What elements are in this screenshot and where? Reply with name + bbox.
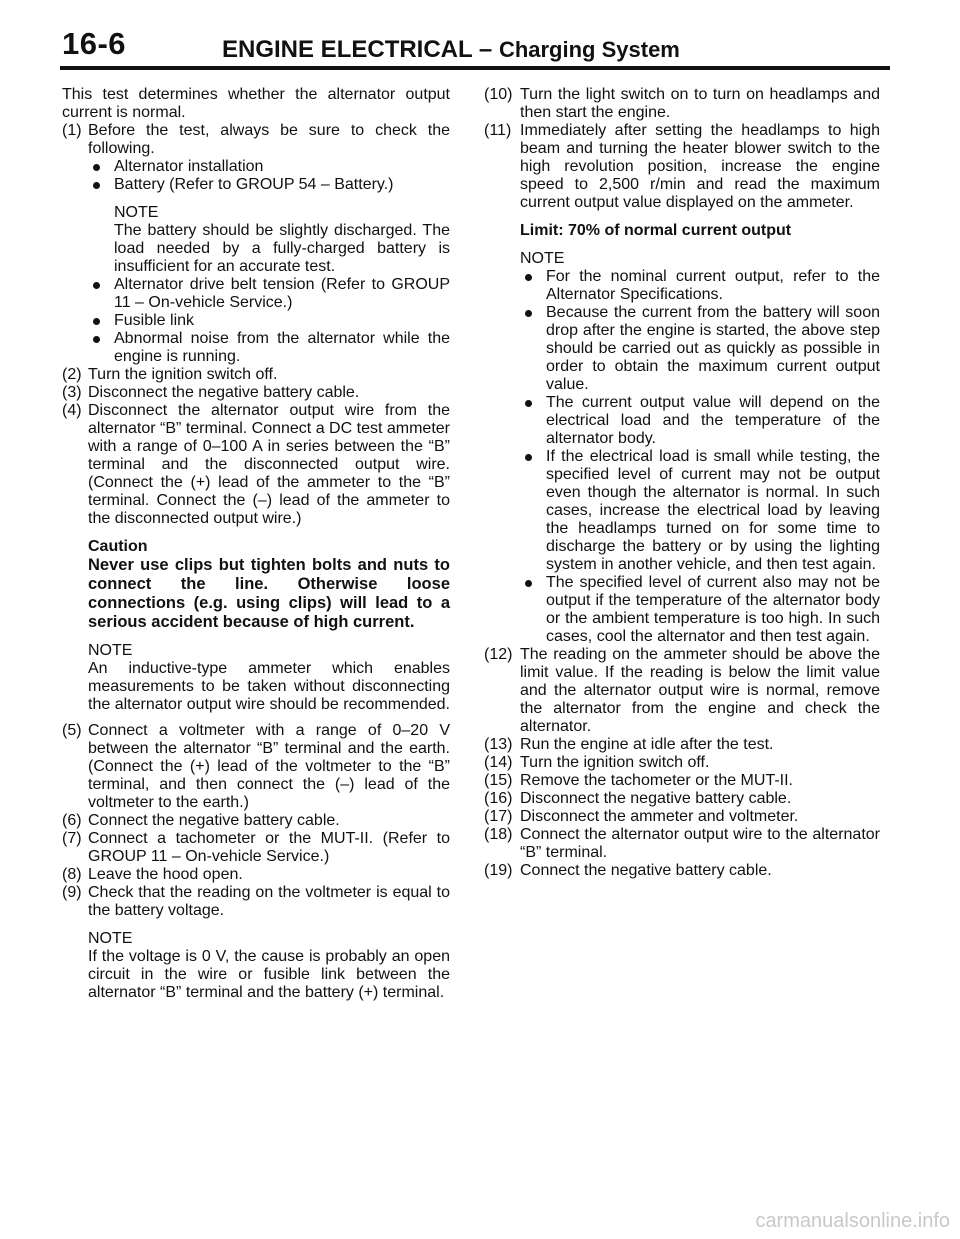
step-text: Disconnect the negative battery cable. bbox=[88, 384, 360, 401]
caution-block bbox=[62, 538, 450, 714]
step-18 bbox=[484, 826, 880, 862]
step-13 bbox=[484, 736, 880, 754]
note-block bbox=[88, 204, 450, 276]
step-7 bbox=[62, 830, 450, 866]
step-10 bbox=[484, 86, 880, 122]
step-1 bbox=[62, 122, 450, 158]
step-11 bbox=[484, 122, 880, 212]
list-item: Because the current from the battery will soon drop after the engine is started, the above step should be carried out as quickly as possible in order to obtain the maximum current output value. bbox=[520, 304, 880, 394]
step-text: Run the engine at idle after the test. bbox=[520, 736, 774, 753]
step-9 bbox=[62, 884, 450, 920]
step-text: Connect a tachometer or the MUT-II. (Refer to GROUP 11 – On-vehicle Service.) bbox=[88, 830, 450, 865]
step-12 bbox=[484, 646, 880, 736]
step-number: (13) bbox=[484, 736, 513, 753]
list-item: Battery (Refer to GROUP 54 – Battery.) bbox=[88, 176, 450, 194]
step-17 bbox=[484, 808, 880, 826]
list-item: Alternator installation bbox=[88, 158, 450, 176]
header-rule bbox=[60, 66, 890, 70]
chapter-title: ENGINE ELECTRICAL bbox=[222, 36, 473, 63]
step-text: Leave the hood open. bbox=[88, 866, 243, 883]
left-column bbox=[62, 86, 450, 1002]
step-text: Immediately after setting the headlamps to high beam and turning the heater blower switch to the high revolution position, increase the engine speed to 2,500 r/min and read the maximum current output value displayed on the ammeter. bbox=[520, 122, 880, 211]
step-number: (7) bbox=[62, 830, 82, 847]
step-text: Remove the tachometer or the MUT-II. bbox=[520, 772, 793, 789]
step-5 bbox=[62, 722, 450, 812]
page-number: 16-6 bbox=[62, 26, 127, 61]
section-subtitle: Charging System bbox=[498, 37, 680, 62]
step-number: (11) bbox=[484, 122, 512, 139]
step-2 bbox=[62, 366, 450, 384]
step-3 bbox=[62, 384, 450, 402]
step-text: Disconnect the negative battery cable. bbox=[520, 790, 792, 807]
step-number: (8) bbox=[62, 866, 82, 883]
step-text: Turn the ignition switch off. bbox=[520, 754, 710, 771]
step-number: (5) bbox=[62, 722, 82, 739]
step-1-checklist bbox=[62, 158, 450, 366]
note-text: The battery should be slightly discharged. The load needed by a fully-charged battery is insufficient for an accurate test. bbox=[114, 222, 450, 275]
title-separator: – bbox=[472, 36, 499, 63]
list-item: Alternator drive belt tension (Refer to GROUP 11 – On-vehicle Service.) bbox=[88, 276, 450, 312]
step-number: (4) bbox=[62, 402, 82, 419]
step-number: (10) bbox=[484, 86, 513, 103]
step-16 bbox=[484, 790, 880, 808]
step-number: (18) bbox=[484, 826, 513, 843]
note-heading: NOTE bbox=[114, 204, 159, 221]
step-number: (16) bbox=[484, 790, 513, 807]
step-text: Before the test, always be sure to check the following. bbox=[88, 122, 450, 157]
section-title bbox=[222, 36, 680, 64]
step-text: The reading on the ammeter should be above the limit value. If the reading is below the limit value and the alternator output wire is normal, remove the alternator from the engine and check the alternator. bbox=[520, 646, 880, 735]
caution-heading: Caution bbox=[88, 538, 148, 555]
step-number: (1) bbox=[62, 122, 82, 139]
step-number: (17) bbox=[484, 808, 513, 825]
step-number: (12) bbox=[484, 646, 513, 663]
note-text: If the voltage is 0 V, the cause is probably an open circuit in the wire or fusible link between the alternator “B” terminal and the battery (+) terminal. bbox=[88, 948, 450, 1001]
note-heading: NOTE bbox=[88, 642, 133, 659]
step-number: (2) bbox=[62, 366, 82, 383]
step-6 bbox=[62, 812, 450, 830]
list-item: Fusible link bbox=[88, 312, 450, 330]
step-14 bbox=[484, 754, 880, 772]
note-text: An inductive-type ammeter which enables measurements to be taken without disconnecting the alternator output wire should be recommended. bbox=[88, 660, 450, 713]
step-text: Connect the negative battery cable. bbox=[520, 862, 772, 879]
list-item: Abnormal noise from the alternator while the engine is running. bbox=[88, 330, 450, 366]
step-text: Turn the ignition switch off. bbox=[88, 366, 278, 383]
step-text: Disconnect the alternator output wire from the alternator “B” terminal. Connect a DC test ammeter with a range of 0–100 A in series between the “B” terminal and the disconnected output wire. (Connect the (+) lead of the ammeter to the “B” terminal. Connect the (–) lead of the ammeter to the disconnected output wire.) bbox=[88, 402, 450, 527]
note-heading: NOTE bbox=[520, 250, 565, 267]
step-number: (6) bbox=[62, 812, 82, 829]
step-text: Turn the light switch on to turn on headlamps and then start the engine. bbox=[520, 86, 880, 121]
step-number: (3) bbox=[62, 384, 82, 401]
note-heading: NOTE bbox=[88, 930, 133, 947]
list-item: For the nominal current output, refer to the Alternator Specifications. bbox=[520, 268, 880, 304]
watermark: carmanualsonline.info bbox=[755, 1210, 950, 1232]
limit-value: Limit: 70% of normal current output bbox=[520, 222, 792, 239]
list-item: The current output value will depend on the electrical load and the temperature of the alternator body. bbox=[520, 394, 880, 448]
caution-text: Never use clips but tighten bolts and nuts to connect the line. Otherwise loose connections (e.g. using clips) will lead to a serious accident because of high current. bbox=[88, 556, 450, 631]
step-4 bbox=[62, 402, 450, 528]
step-text: Connect the negative battery cable. bbox=[88, 812, 340, 829]
step-8 bbox=[62, 866, 450, 884]
list-item: The specified level of current also may not be output if the temperature of the alternator body or the ambient temperature is too high. In such cases, cool the alternator and then test again. bbox=[520, 574, 880, 646]
step-text: Disconnect the ammeter and voltmeter. bbox=[520, 808, 799, 825]
step-number: (14) bbox=[484, 754, 513, 771]
step-number: (19) bbox=[484, 862, 513, 879]
step-number: (9) bbox=[62, 884, 82, 901]
step-19 bbox=[484, 862, 880, 880]
step-15 bbox=[484, 772, 880, 790]
right-column bbox=[484, 86, 880, 880]
intro-paragraph: This test determines whether the alternator output current is normal. bbox=[62, 86, 450, 121]
step-text: Connect the alternator output wire to the alternator “B” terminal. bbox=[520, 826, 880, 861]
step-text: Connect a voltmeter with a range of 0–20 V between the alternator “B” terminal and the earth. (Connect the (+) lead of the voltmeter to the “B” terminal, and then connect the (–) lead of the voltmeter to the earth.) bbox=[88, 722, 450, 811]
note-block bbox=[484, 250, 880, 646]
step-text: Check that the reading on the voltmeter is equal to the battery voltage. bbox=[88, 884, 450, 919]
list-item: If the electrical load is small while testing, the specified level of current may not be output even though the alternator is normal. In such cases, increase the electrical load by leaving the headlamps turned on for some time to discharge the battery or by using the lighting system in another vehicle, and then test again. bbox=[520, 448, 880, 574]
step-number: (15) bbox=[484, 772, 513, 789]
page-header bbox=[0, 0, 960, 72]
note-block bbox=[62, 930, 450, 1002]
